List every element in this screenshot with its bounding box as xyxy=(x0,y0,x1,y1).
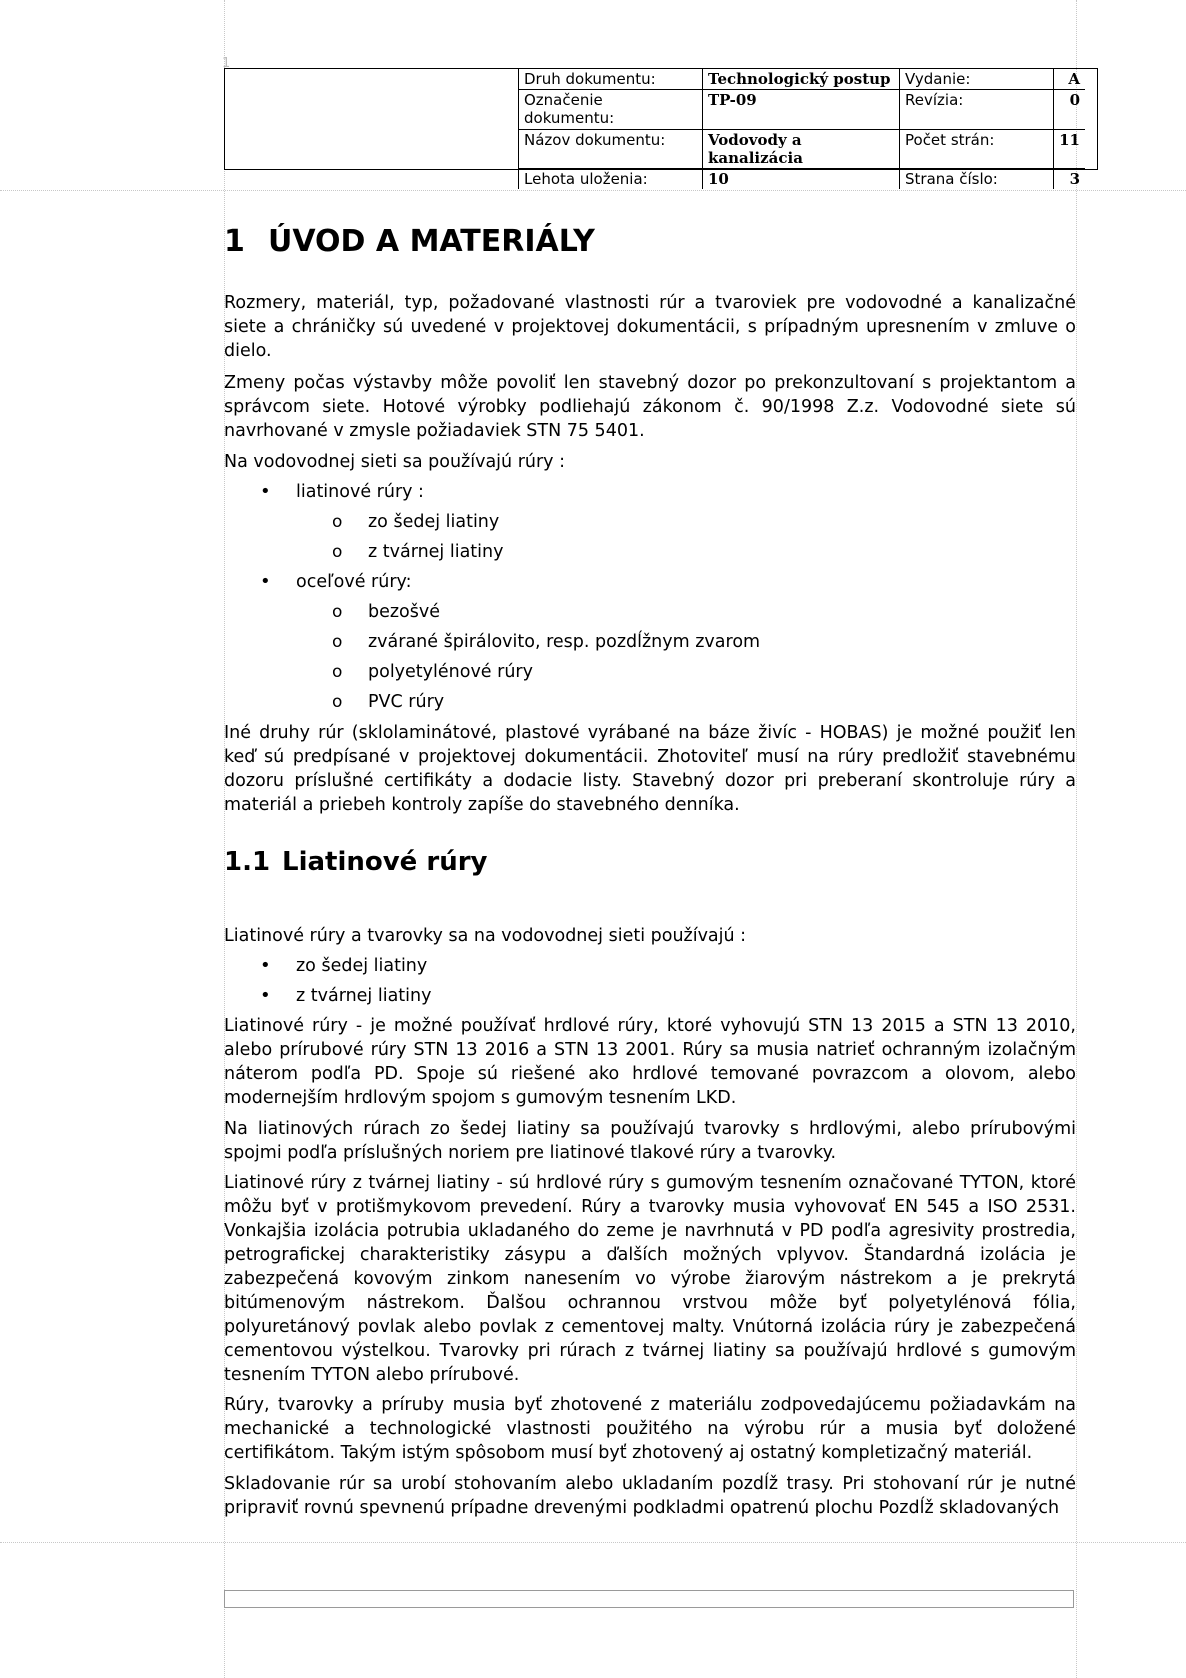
list-intro: Na vodovodnej sieti sa používajú rúry : xyxy=(224,452,565,472)
header-label: Lehota uloženia: xyxy=(519,169,703,190)
circle-bullet-icon: o xyxy=(332,632,343,652)
footer-box xyxy=(224,1590,1074,1608)
circle-bullet-icon: o xyxy=(332,512,343,532)
sub-list-item: polyetylénové rúry xyxy=(368,662,533,682)
paragraph: Rúry, tvarovky a príruby musia byť zhotovené z materiálu zodpovedajúcemu požiadavkám na mechanické a technologické vlastnosti použitého na výrobu rúr a musia byť doložené certifikátom. Takým istým spôsobom musí byť zhotovený aj ostatný kompletizačný materiál. xyxy=(224,1395,1076,1463)
section-heading xyxy=(224,222,595,262)
header-label: Názov dokumentu: xyxy=(519,130,703,169)
sub-list-item: PVC rúry xyxy=(368,692,445,712)
header-value: 0 xyxy=(1054,90,1086,130)
list-item: zo šedej liatiny xyxy=(296,956,428,976)
page-number: 1 xyxy=(222,56,231,71)
header-label: Strana číslo: xyxy=(900,169,1054,190)
header-value: TP-09 xyxy=(703,90,900,130)
header-label: Revízia: xyxy=(900,90,1054,130)
header-label: Počet strán: xyxy=(900,130,1054,169)
header-row xyxy=(519,69,1086,90)
subsection-number: 1.1 xyxy=(224,847,271,877)
header-value: A xyxy=(1054,69,1086,90)
paragraph: Zmeny počas výstavby môže povoliť len stavebný dozor po prekonzultovaní s projektantom a správcom siete. Hotové výrobky podliehajú zákonom č. 90/1998 Z.z. Vodovodné siete sú navrhované v zmysle požiadaviek STN 75 5401. xyxy=(224,373,1076,441)
bullet-icon: • xyxy=(260,985,271,1006)
header-value: Technologický postup xyxy=(703,69,900,90)
section-title: ÚVOD A MATERIÁLY xyxy=(268,224,595,259)
list-item: z tvárnej liatiny xyxy=(296,986,432,1006)
footer-guide xyxy=(0,1542,1186,1543)
circle-bullet-icon: o xyxy=(332,542,343,562)
margin-guide-right xyxy=(1076,0,1077,1678)
header-value: Vodovody a kanalizácia xyxy=(703,130,900,169)
paragraph: Liatinové rúry - je možné používať hrdlové rúry, ktoré vyhovujú STN 13 2015 a STN 13 2010, alebo prírubové rúry STN 13 2016 a STN 13 2001. Rúry sa musia natrieť ochranným izolačným náterom podľa PD. Spoje sú riešené ako hrdlové temované povrazcom a olovom, alebo modernejším hrdlovým spojom s gumovým tesnením LKD. xyxy=(224,1016,1076,1108)
circle-bullet-icon: o xyxy=(332,692,343,712)
header-label: Druh dokumentu: xyxy=(519,69,703,90)
bullet-icon: • xyxy=(260,481,271,502)
sub-list-item: zo šedej liatiny xyxy=(368,512,500,532)
subsection-title: Liatinové rúry xyxy=(282,847,488,877)
header-label: Vydanie: xyxy=(900,69,1054,90)
list-item: liatinové rúry : xyxy=(296,482,424,502)
list-intro: Liatinové rúry a tvarovky sa na vodovodnej sieti používajú : xyxy=(224,926,747,946)
paragraph: Na liatinových rúrach zo šedej liatiny sa používajú tvarovky s hrdlovými, alebo prírubovými spojmi podľa príslušných noriem pre liatinové tlakové rúry a tvarovky. xyxy=(224,1119,1076,1163)
header-row xyxy=(519,130,1086,169)
header-label: Označenie dokumentu: xyxy=(519,90,703,130)
header-guide xyxy=(0,190,1186,191)
document-header xyxy=(224,68,1098,188)
bullet-icon: • xyxy=(260,571,271,592)
sub-list-item: zvárané špirálovito, resp. pozdĺžnym zvarom xyxy=(368,632,761,652)
header-value: 3 xyxy=(1054,169,1086,190)
sub-list-item: bezošvé xyxy=(368,602,441,622)
header-value: 11 xyxy=(1054,130,1086,169)
header-value: 10 xyxy=(703,169,900,190)
section-number: 1 xyxy=(224,224,245,259)
sub-list-item: z tvárnej liatiny xyxy=(368,542,504,562)
circle-bullet-icon: o xyxy=(332,662,343,682)
bullet-icon: • xyxy=(260,955,271,976)
header-table xyxy=(518,69,1085,189)
paragraph: Iné druhy rúr (sklolaminátové, plastové vyrábané na báze živíc - HOBAS) je možné použiť len keď sú predpísané v projektovej dokumentácii. Zhotoviteľ musí na rúry predložiť stavebnému dozoru príslušné certifikáty a dodacie listy. Stavebný dozor pri preberaní skontroluje rúry a materiál a priebeh kontroly zapíše do stavebného denníka. xyxy=(224,723,1076,815)
list-item: oceľové rúry: xyxy=(296,572,412,592)
header-row xyxy=(519,169,1086,190)
subsection-heading xyxy=(224,844,487,880)
paragraph: Skladovanie rúr sa urobí stohovaním alebo ukladaním pozdĺž trasy. Pri stohovaní rúr je nutné pripraviť rovnú spevnenú prípadne drevenými podkladmi opatrenú plochu Pozdĺž skladovaných xyxy=(224,1474,1076,1518)
header-row xyxy=(519,90,1086,130)
paragraph: Rozmery, materiál, typ, požadované vlastnosti rúr a tvaroviek pre vodovodné a kanalizačné siete a chráničky sú uvedené v projektovej dokumentácii, s prípadným upresnením v zmluve o dielo. xyxy=(224,293,1076,361)
paragraph: Liatinové rúry z tvárnej liatiny - sú hrdlové rúry s gumovým tesnením označované TYTON, ktoré môžu byť v protišmykovom prevedení. Rúry a tvarovky musia vyhovovať EN 545 a ISO 2531. Vonkajšia izolácia potrubia ukladaného do zeme je navrhnutá v PD podľa agresivity prostredia, petrografickej charakteristiky zásypu a ďalších možných vplyvov. Štandardná izolácia je zabezpečená kovovým zinkom nanesením vo výrobe žiarovým nástrekom a je prekrytá bitúmenovým nástrekom. Ďalšou ochrannou vrstvou môže byť polyetylénová fólia, polyuretánový povlak alebo povlak z cementovej malty. Vnútorná izolácia rúry je zabezpečená cementovou výstelkou. Tvarovky pri rúrach z tvárnej liatiny sa používajú hrdlové s gumovým tesnením TYTON alebo prírubové. xyxy=(224,1173,1076,1385)
circle-bullet-icon: o xyxy=(332,602,343,622)
